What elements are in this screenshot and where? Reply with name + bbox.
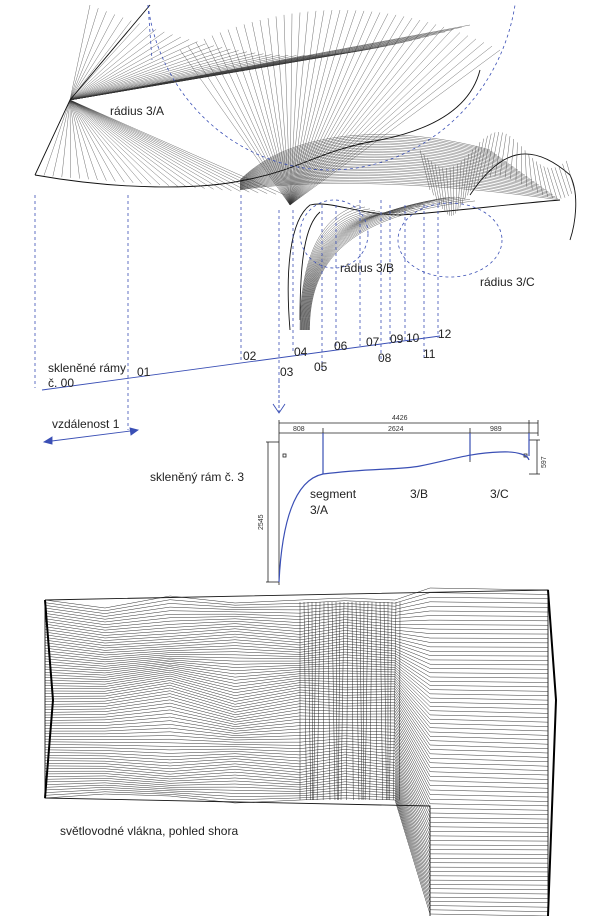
frame-number-01: 01 (137, 365, 151, 379)
radius-3b-label: rádius 3/B (340, 261, 395, 275)
projection-lines (35, 195, 438, 430)
dim-808: 808 (293, 426, 305, 433)
glass-frame-3-label: skleněný rám č. 3 (150, 470, 245, 484)
frame-number-07: 07 (366, 335, 380, 349)
glass-frame-3-drawing (266, 420, 540, 585)
segment-3b-label: 3/B (410, 487, 429, 501)
segment-3c-label: 3/C (490, 487, 509, 501)
distance-label: vzdálenost 1 (52, 417, 120, 431)
dim-989: 989 (490, 426, 502, 433)
glass-frame-3-segments (323, 433, 529, 474)
frame-number-05: 05 (314, 360, 328, 374)
radius-circle-b (300, 200, 368, 268)
segment-label: segment (310, 487, 357, 501)
frame-number-11: 11 (423, 347, 436, 361)
radius-3c-label: rádius 3/C (480, 275, 535, 289)
radius-3a-label: rádius 3/A (110, 104, 165, 118)
down-arrow (273, 380, 285, 413)
dim-2624: 2624 (388, 426, 404, 433)
frame-numbers (137, 327, 452, 379)
frame-number-06: 06 (334, 339, 348, 353)
optical-fibers-top-view (45, 588, 556, 916)
dim-2545: 2545 (258, 514, 265, 530)
frame-number-03: 03 (280, 365, 294, 379)
glass-frames-number-label: č. 00 (48, 376, 75, 390)
glass-frames-label: skleněné rámy (48, 361, 127, 375)
frame-number-04: 04 (294, 345, 308, 359)
frame-number-02: 02 (243, 349, 257, 363)
radius-a-guide (148, 5, 152, 60)
dim-597: 597 (541, 456, 548, 468)
fibers-caption: světlovodné vlákna, pohled shora (60, 824, 239, 838)
frame-number-10: 10 (406, 331, 420, 345)
frame-number-12: 12 (438, 327, 452, 341)
segment-3a-label: 3/A (310, 503, 329, 517)
dim-total: 4426 (392, 415, 408, 422)
frame-number-08: 08 (378, 351, 392, 365)
frame-number-09: 09 (390, 332, 404, 346)
